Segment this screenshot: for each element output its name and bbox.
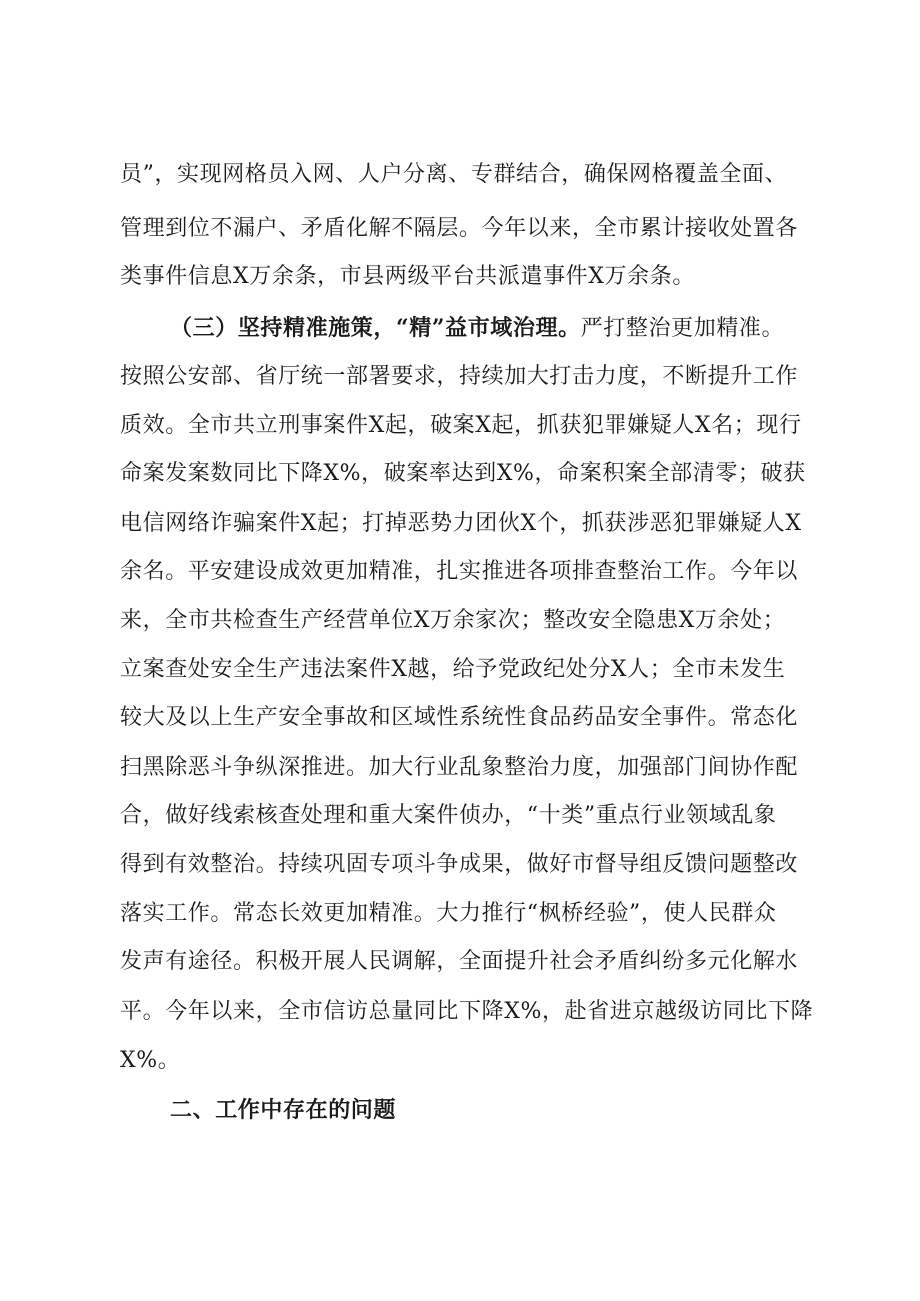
paragraph-line: 来，全市共检查生产经营单位X万余家次；整改安全隐患X万余处； <box>120 608 786 633</box>
paragraph-line: 得到有效整治。持续巩固专项斗争成果，做好市督导组反馈问题整改 <box>120 852 799 877</box>
paragraph-line: 较大及以上生产安全事故和区域性系统性食品药品安全事件。常态化 <box>120 705 799 730</box>
paragraph-line: 电信网络诈骗案件X起；打掉恶势力团伙X个，抓获涉恶犯罪嫌疑人X <box>120 511 802 536</box>
paragraph-line: 平。今年以来，全市信访总量同比下降X%，赴省进京越级访同比下降 <box>120 999 814 1024</box>
paragraph-line: 落实工作。常态长效更加精准。大力推行“枫桥经验”，使人民群众 <box>120 901 777 926</box>
paragraph-line: 余名。平安建设成效更加精准，扎实推进各项排查整治工作。今年以 <box>120 559 799 584</box>
paragraph-line: 管理到位不漏户、矛盾化解不隔层。今年以来，全市累计接收处置各 <box>120 216 799 241</box>
part-2-heading: 二、工作中存在的问题 <box>170 1097 397 1123</box>
paragraph-line: 发声有途径。积极开展人民调解，全面提升社会矛盾纠纷多元化解水 <box>120 949 799 974</box>
paragraph-line: 员”，实现网格员入网、人户分离、专群结合，确保网格覆盖全面、 <box>120 162 788 187</box>
paragraph-line: 扫黑除恶斗争纵深推进。加大行业乱象整治力度，加强部门间协作配 <box>120 755 799 780</box>
paragraph-line: 按照公安部、省厅统一部署要求，持续加大打击力度，不断提升工作 <box>120 364 799 389</box>
section-3-heading-line <box>170 313 820 344</box>
paragraph-line: 命案发案数同比下降X%，破案率达到X%，命案积案全部清零；破获 <box>120 461 806 486</box>
paragraph-line: X%。 <box>120 1048 181 1073</box>
paragraph-line: 质效。全市共立刑事案件X起，破案X起，抓获犯罪嫌疑人X名；现行 <box>120 413 802 438</box>
section-3-heading: （三）坚持精准施策，“精”益市域治理。 <box>170 315 581 341</box>
section-3-heading-tail: 严打整治更加精准。 <box>580 316 785 341</box>
paragraph-line: 类事件信息X万余条，市县两级平台共派遣事件X万余条。 <box>120 264 695 289</box>
paragraph-line: 合，做好线索核查处理和重大案件侦办，“十类”重点行业领域乱象 <box>120 803 777 828</box>
paragraph-line: 立案查处安全生产违法案件X越，给予党政纪处分X人；全市未发生 <box>120 657 786 682</box>
